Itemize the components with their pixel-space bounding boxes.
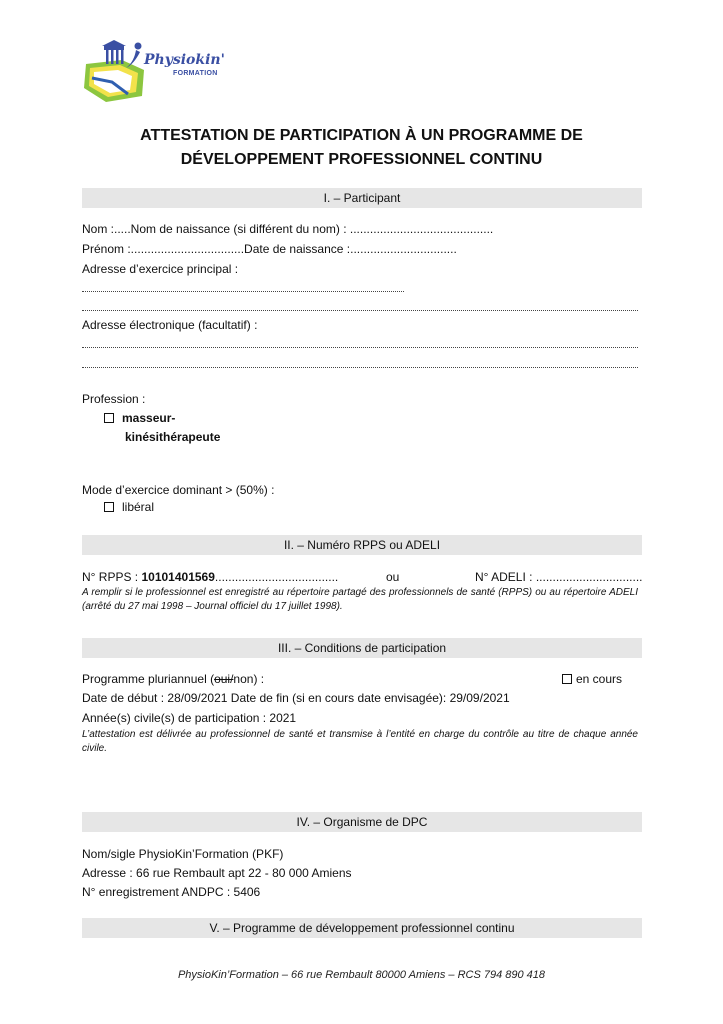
programme-strike: oui/ [214, 672, 234, 686]
profession-checkbox[interactable] [104, 413, 114, 423]
ou-label: ou [386, 570, 400, 584]
organisme-adresse-line: Adresse : 66 rue Rembault apt 22 - 80 000 Amiens [82, 866, 352, 880]
page-footer: PhysioKin’Formation – 66 rue Rembault 80000 Amiens – RCS 794 890 418 [177, 969, 546, 981]
rpps-note: A remplir si le professionnel est enregistré au répertoire partagé des professionnels de santé (RPPS) ou au répertoire ADELI (arrêté du 27 mai 1998 – Journal officiel du 17 juillet 1998). [82, 587, 638, 612]
document-title [60, 124, 663, 172]
attestation-note: L’attestation est délivrée au professionnel de santé et transmise à l’entité en charge du contrôle au titre de chaque année civile. [82, 729, 638, 754]
section-3-header: III. – Conditions de participation [82, 638, 642, 658]
logo-sub: FORMATION [173, 70, 218, 77]
programme-prefix: Programme pluriannuel ( [82, 672, 215, 686]
nom-line: Nom :.....Nom de naissance (si différent du nom) : ........................................... [82, 222, 494, 236]
adresse-dots-1 [82, 291, 404, 292]
annee-line: Année(s) civile(s) de participation : 2021 [82, 711, 297, 725]
rpps-line [82, 569, 338, 585]
title-line-1: ATTESTATION DE PARTICIPATION À UN PROGRAMME DE [140, 127, 583, 144]
adresse-dots-2 [82, 310, 638, 311]
profession-option-line1: masseur- [122, 411, 176, 425]
logo-name: Physiokin' [144, 52, 225, 68]
section-2-header: II. – Numéro RPPS ou ADELI [82, 535, 642, 555]
profession-label: Profession : [82, 392, 146, 406]
prenom-line: Prénom :..................................Date de naissance :................................ [82, 242, 457, 256]
programme-suffix: non) : [233, 672, 265, 686]
profession-option[interactable] [104, 410, 175, 426]
section-4-header: IV. – Organisme de DPC [82, 812, 642, 832]
email-dots-1 [82, 347, 638, 348]
en-cours-checkbox[interactable] [562, 674, 572, 684]
dates-line: Date de début : 28/09/2021 Date de fin (si en cours date envisagée): 29/09/2021 [82, 691, 510, 705]
en-cours-label: en cours [576, 672, 623, 686]
email-label: Adresse électronique (facultatif) : [82, 318, 258, 332]
physiokin-logo-icon [82, 38, 162, 108]
profession-option-line2: kinésithérapeute [125, 430, 221, 444]
rpps-value: 10101401569 [141, 570, 215, 584]
adeli-line: N° ADELI : ................................ [475, 570, 643, 584]
organisme-nom-line: Nom/sigle PhysioKin’Formation (PKF) [82, 847, 284, 861]
rpps-label: N° RPPS : [82, 570, 142, 584]
section-5-header: V. – Programme de développement professionnel continu [82, 918, 642, 938]
rpps-dots: ..................................... [214, 570, 339, 584]
mode-label: Mode d’exercice dominant > (50%) : [82, 483, 275, 497]
mode-checkbox[interactable] [104, 502, 114, 512]
section-1-header: I. – Participant [82, 188, 642, 208]
programme-line [82, 671, 264, 687]
title-line-2: DÉVELOPPEMENT PROFESSIONNEL CONTINU [180, 151, 543, 168]
organisme-andpc-line: N° enregistrement ANDPC : 5406 [82, 885, 261, 899]
physiokin-logo [82, 38, 257, 108]
mode-option-label: libéral [122, 500, 155, 514]
en-cours-option[interactable] [562, 671, 622, 687]
adresse-label: Adresse d’exercice principal : [82, 262, 239, 276]
mode-option[interactable] [104, 499, 154, 515]
email-dots-2 [82, 367, 638, 368]
